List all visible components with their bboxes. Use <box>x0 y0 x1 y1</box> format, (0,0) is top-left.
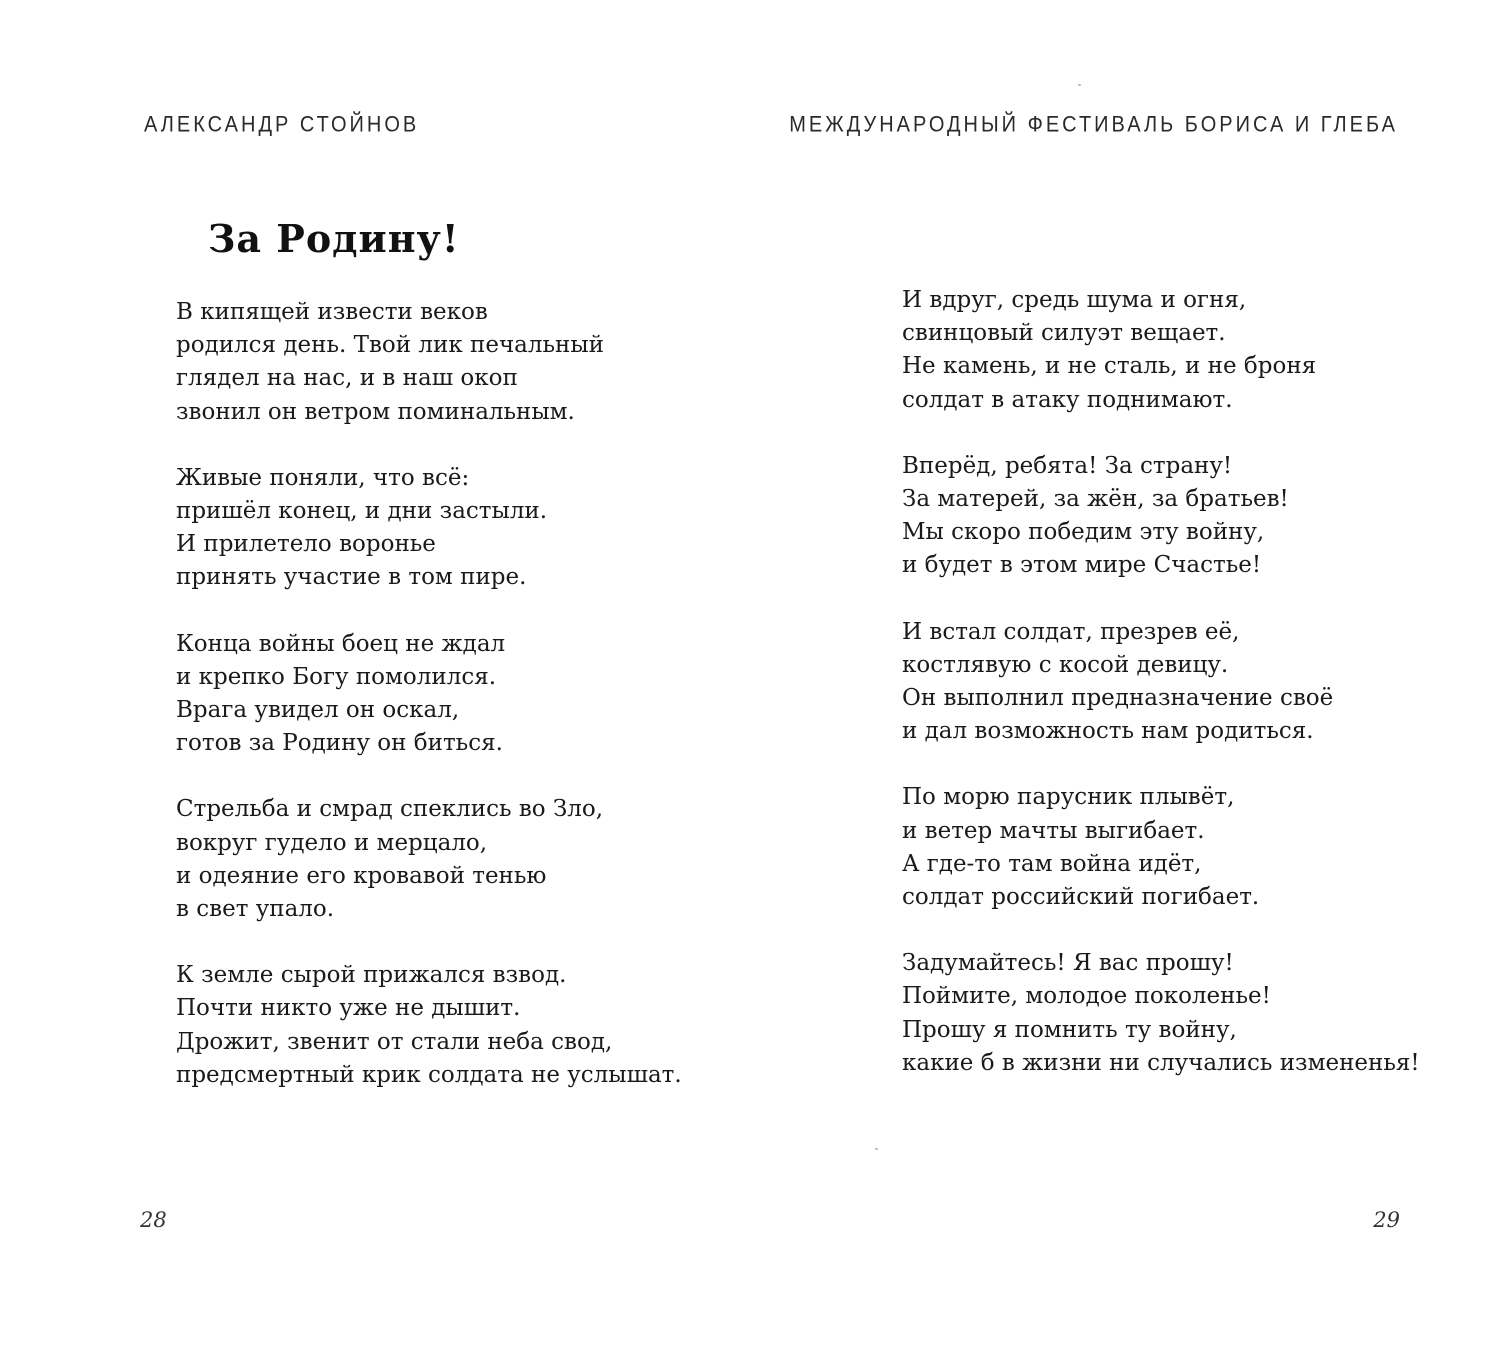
poem-line: родился день. Твой лик печальный <box>176 332 604 359</box>
poem-line: И прилетело воронье <box>176 531 436 558</box>
poem-line: А где-то там война идёт, <box>902 850 1202 877</box>
poem-line: И встал солдат, презрев её, <box>902 618 1240 645</box>
poem-line: Мы скоро победим эту войну, <box>902 519 1265 546</box>
poem-line: Дрожит, звенит от стали неба свод, <box>176 1028 613 1055</box>
stanza <box>902 947 1420 1080</box>
poem-line: В кипящей извести веков <box>176 299 488 325</box>
poem-line: солдат в атаку поднимают. <box>902 386 1233 413</box>
stanza <box>176 628 682 761</box>
poem-line: готов за Родину он биться. <box>176 730 503 757</box>
poem-line: свинцовый силуэт вещает. <box>902 320 1226 347</box>
poem-line: и крепко Богу помолился. <box>176 663 497 690</box>
poem-line: И вдруг, средь шума и огня, <box>902 287 1247 313</box>
poem-line: Конца войны боец не ждал <box>176 630 506 657</box>
poem-line: звонил он ветром поминальным. <box>176 398 575 425</box>
poem-line: какие б в жизни ни случались измененья! <box>902 1049 1420 1076</box>
right-page <box>750 0 1500 1356</box>
poem-line: Стрельба и смрад спеклись во Зло, <box>176 796 604 823</box>
poem-line: За матерей, за жён, за братьев! <box>902 486 1289 513</box>
poem-line: и одеяние его кровавой тенью <box>176 862 547 889</box>
poem-line: Не камень, и не сталь, и не броня <box>902 353 1317 380</box>
poem-line: костлявую с косой девицу. <box>902 651 1229 678</box>
poem-line: пришёл конец, и дни застыли. <box>176 498 548 525</box>
print-speck <box>1078 84 1081 86</box>
poem-line: глядел на нас, и в наш окоп <box>176 365 518 392</box>
print-speck <box>875 1148 878 1150</box>
poem-line: Почти никто уже не дышит. <box>176 995 521 1022</box>
poem-line: Вперёд, ребята! За страну! <box>902 452 1233 479</box>
poem-line: и дал возможность нам родиться. <box>902 718 1314 745</box>
poem-line: вокруг гудело и мерцало, <box>176 829 488 856</box>
running-head-festival: МЕЖДУНАРОДНЫЙ ФЕСТИВАЛЬ БОРИСА И ГЛЕБА <box>789 113 1398 138</box>
stanza <box>902 284 1420 417</box>
stanza <box>902 450 1420 583</box>
poem-title: За Родину! <box>208 216 460 261</box>
poem-line: предсмертный крик солдата не услышат. <box>176 1061 682 1088</box>
poem-line: и ветер мачты выгибает. <box>902 817 1205 844</box>
poem-line: и будет в этом мире Счастье! <box>902 552 1262 579</box>
stanza <box>902 781 1420 914</box>
poem-line: в свет упало. <box>176 896 335 923</box>
stanza <box>176 959 682 1092</box>
stanza <box>176 296 682 429</box>
stanza <box>176 793 682 926</box>
poem-right-column <box>902 284 1420 1113</box>
poem-line: Прошу я помнить ту войну, <box>902 1016 1237 1043</box>
running-head-author: АЛЕКСАНДР СТОЙНОВ <box>144 113 420 138</box>
poem-line: Он выполнил предназначение своё <box>902 685 1334 712</box>
stanza <box>176 462 682 595</box>
poem-line: Задумайтесь! Я вас прошу! <box>902 950 1234 977</box>
page-number-right: 29 <box>1373 1208 1400 1232</box>
stanza <box>902 616 1420 749</box>
poem-line: Врага увидел он оскал, <box>176 697 460 724</box>
poem-line: Живые поняли, что всё: <box>176 464 470 491</box>
poem-line: По морю парусник плывёт, <box>902 784 1235 811</box>
page-number-left: 28 <box>140 1208 167 1232</box>
poem-left-column <box>176 296 682 1125</box>
poem-line: К земле сырой прижался взвод. <box>176 962 567 989</box>
poem-line: Поймите, молодое поколенье! <box>902 983 1271 1010</box>
poem-line: солдат российский погибает. <box>902 884 1260 911</box>
poem-line: принять участие в том пире. <box>176 564 527 591</box>
